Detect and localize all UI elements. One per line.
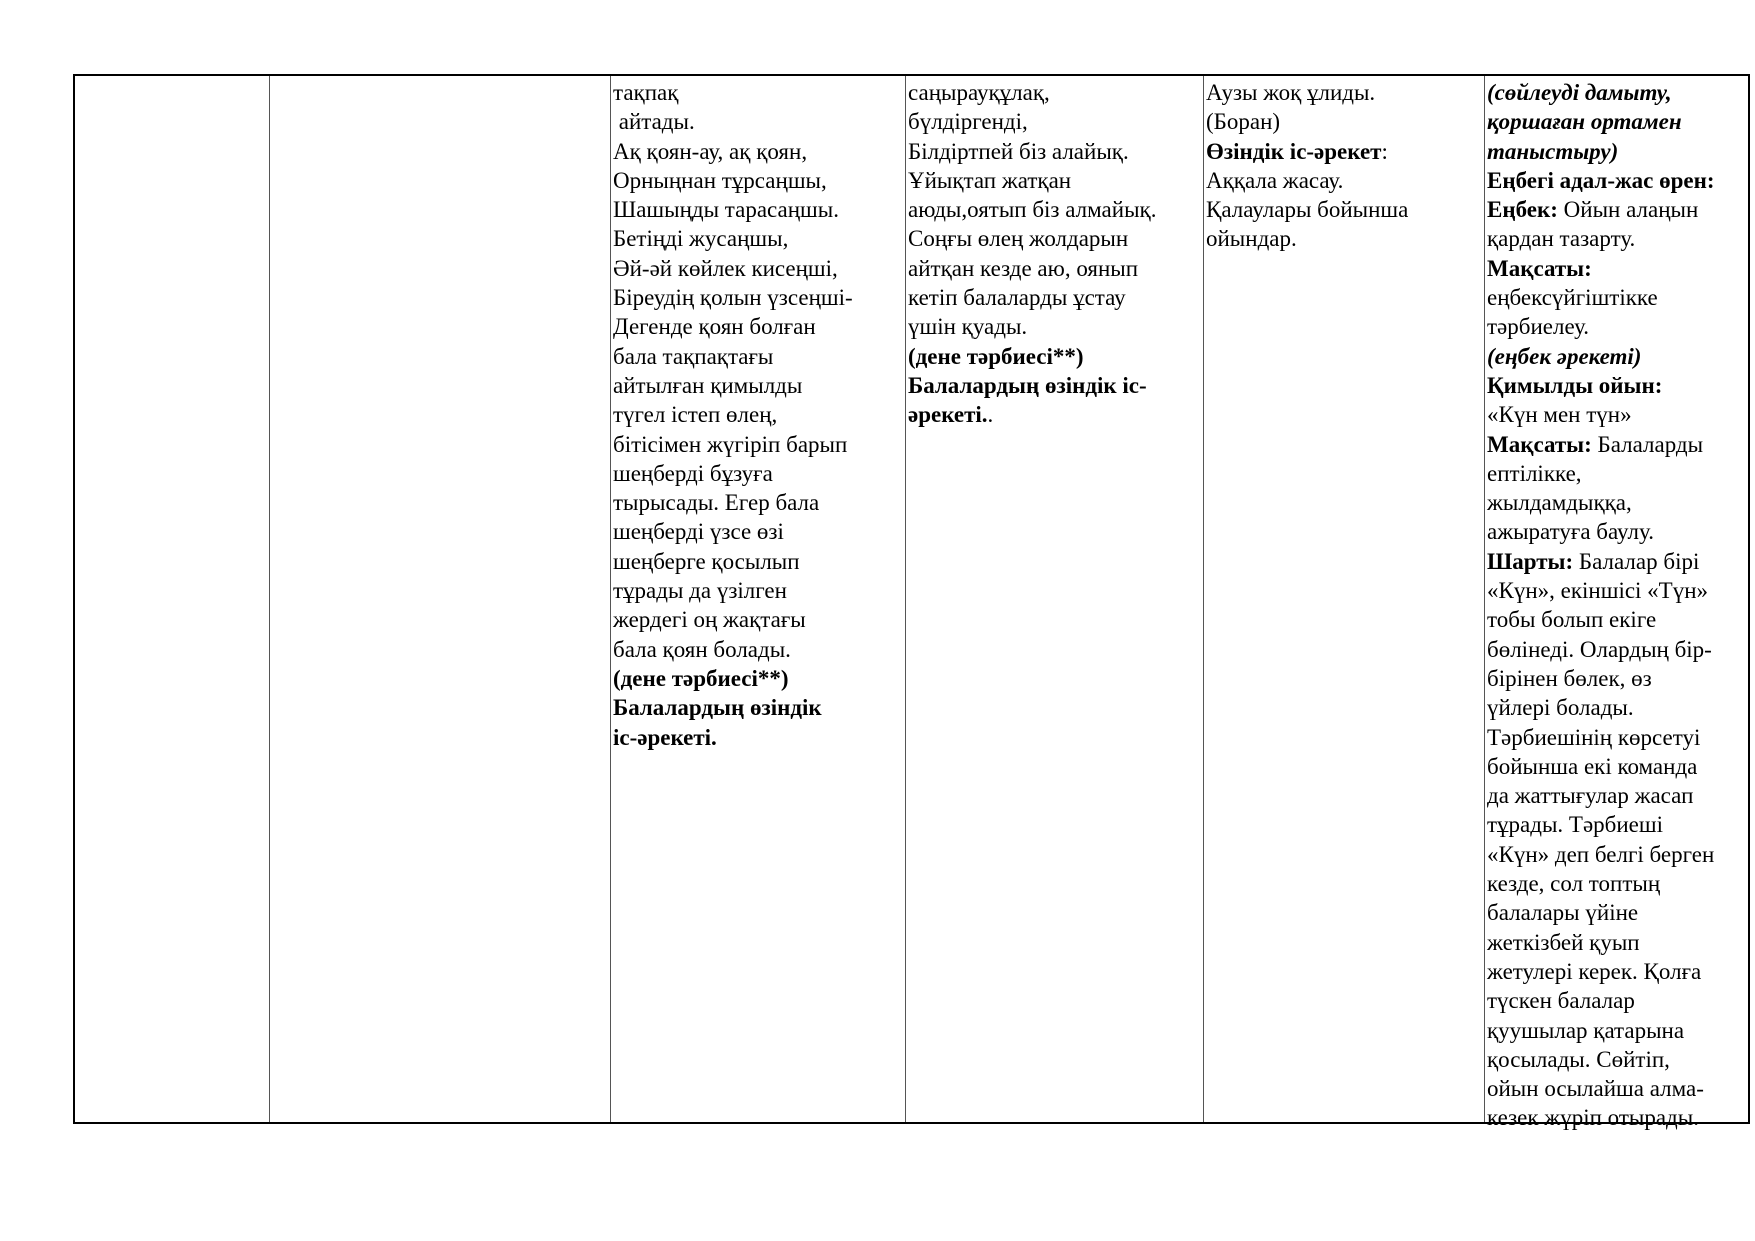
text-line: бойынша екі команда [1487, 753, 1698, 779]
work-text: Ойын алаңын [1557, 197, 1699, 223]
activity-tag: (еңбек әрекеті) [1487, 343, 1642, 369]
text-line: жылдамдыққа, [1487, 490, 1632, 516]
col3-text [611, 76, 905, 752]
table-cell-col5 [1203, 76, 1484, 1122]
text-line: Білдіртпей біз алайық. [908, 138, 1129, 164]
text-line: кетіп балаларды ұстау [908, 285, 1126, 311]
text-line: Тәрбиешінің көрсетуі [1487, 724, 1701, 750]
text-line: Ұйықтап жатқан [908, 167, 1072, 193]
text-line: түскен балалар [1487, 988, 1635, 1014]
cond-text: Балалар бірі [1573, 548, 1700, 574]
text-line: (Боран) [1206, 109, 1281, 135]
text-line: бүлдіргенді, [908, 109, 1028, 135]
text-line: тұрады. Тәрбиеші [1487, 812, 1663, 838]
col6-text [1485, 76, 1750, 1133]
game-label: Қимылды ойын: [1487, 372, 1663, 398]
text-line: шеңберді бұзуға [613, 460, 773, 486]
text-line: айтылған қимылды [613, 372, 803, 398]
label-line [1206, 137, 1484, 166]
text-line: балалары үйіне [1487, 900, 1639, 926]
bold-line: Балалардың өзіндік [613, 695, 822, 721]
activity-tag: (дене тәрбиесі**) [613, 665, 789, 691]
text-line: Аққала жасау. [1206, 167, 1344, 193]
label-suffix: : [1381, 138, 1388, 164]
text-line: шеңберді үзсе өзі [613, 519, 784, 545]
text-line: бітісімен жүгіріп барып [613, 431, 848, 457]
text-line: аюды,оятып біз алмайық. [908, 197, 1157, 223]
text-line: «Күн», екіншісі «Түн» [1487, 578, 1709, 604]
text-line: еңбексүйгіштікке [1487, 285, 1658, 311]
game-name: «Күн мен түн» [1487, 402, 1632, 428]
table-cell-col4 [905, 76, 1203, 1122]
text-line: да жаттығулар жасап [1487, 783, 1694, 809]
text-line: қосылады. Сөйтіп, [1487, 1046, 1670, 1072]
text-line: айтады. [613, 109, 695, 135]
text-line: «Күн» деп белгі берген [1487, 841, 1715, 867]
document-table [73, 74, 1750, 1131]
text-line: үйлері болады. [1487, 695, 1634, 721]
goal2-text: Балаларды [1591, 431, 1704, 457]
bold-line: әрекеті. [908, 402, 988, 428]
text-line: бөлінеді. Олардың бір- [1487, 636, 1712, 662]
text-line: Біреудің қолын үзсеңші- [613, 285, 853, 311]
bold-line: Балалардың өзіндік іс- [908, 372, 1147, 398]
work-heading: Еңбегі адал-жас өрен: [1487, 167, 1715, 193]
italic-heading: таныстыру) [1487, 138, 1619, 164]
text-line: бірінен бөлек, өз [1487, 665, 1652, 691]
text-line: тұрады да үзілген [613, 578, 787, 604]
text-line: айтқан кезде аю, оянып [908, 255, 1139, 281]
text-line: жердегі оң жақтағы [613, 607, 806, 633]
text-line: тобы болып екіге [1487, 607, 1657, 633]
text-line: ойын осылайша алма- [1487, 1076, 1704, 1102]
text-line: кезде, сол топтың [1487, 871, 1661, 897]
text-line: жетулері керек. Қолға [1487, 958, 1702, 984]
goal2-label: Мақсаты: [1487, 431, 1592, 457]
cond-label: Шарты: [1487, 548, 1574, 574]
table-cell-col3 [610, 76, 905, 1122]
text-line: үшін қуады. [908, 314, 1028, 340]
table-cell-col1 [75, 76, 269, 1122]
text-line: бала тақпақтағы [613, 343, 774, 369]
col4-text [906, 76, 1203, 430]
italic-heading: қоршаған ортамен [1487, 109, 1682, 135]
text-line: кезек жүріп отырады. [1487, 1105, 1699, 1131]
goal2-line [1487, 430, 1750, 459]
cond-line [1487, 547, 1750, 576]
italic-heading: (сөйлеуді дамыту, [1487, 80, 1672, 105]
text-line: саңырауқұлақ, [908, 80, 1050, 105]
text-line: Ақ қоян-ау, ақ қоян, [613, 138, 808, 164]
text-line: түгел істеп өлең, [613, 402, 778, 428]
self-activity-label: Өзіндік іс-әрекет [1206, 138, 1382, 164]
text-line: жеткізбей қуып [1487, 929, 1640, 955]
text-line: ойындар. [1206, 226, 1297, 252]
text-line: Дегенде қоян болған [613, 314, 816, 340]
bold-line: іс-әрекеті. [613, 724, 717, 750]
text-line: қардан тазарту. [1487, 226, 1636, 252]
work-line [1487, 195, 1750, 224]
text-line: Әй-әй көйлек кисеңші, [613, 255, 838, 281]
trailing-dot: . [987, 402, 994, 428]
text-line: Бетіңді жусаңшы, [613, 226, 789, 252]
text-line: Шашыңды тарасаңшы. [613, 197, 839, 223]
text-line: тырысады. Егер бала [613, 490, 820, 516]
text-line: қуушылар қатарына [1487, 1017, 1685, 1043]
col5-text [1204, 76, 1484, 254]
table-cell-col6 [1484, 76, 1750, 1131]
text-line: Қалаулары бойынша [1206, 197, 1409, 223]
table-cell-col2 [269, 76, 610, 1122]
text-line: ажыратуға баулу. [1487, 519, 1654, 545]
bold-line-with-dot [908, 400, 1203, 429]
goal-label: Мақсаты: [1487, 255, 1592, 281]
text-line: шеңберге қосылып [613, 548, 800, 574]
text-line: Соңғы өлең жолдарын [908, 226, 1129, 252]
work-label: Еңбек: [1487, 197, 1558, 223]
text-line: бала қоян болады. [613, 636, 791, 662]
activity-tag: (дене тәрбиесі**) [908, 343, 1084, 369]
text-line: тақпақ [613, 80, 679, 105]
text-line: Аузы жоқ ұлиды. [1206, 80, 1376, 105]
text-line: ептілікке, [1487, 460, 1582, 486]
text-line: Орныңнан тұрсаңшы, [613, 167, 827, 193]
text-line: тәрбиелеу. [1487, 314, 1590, 340]
